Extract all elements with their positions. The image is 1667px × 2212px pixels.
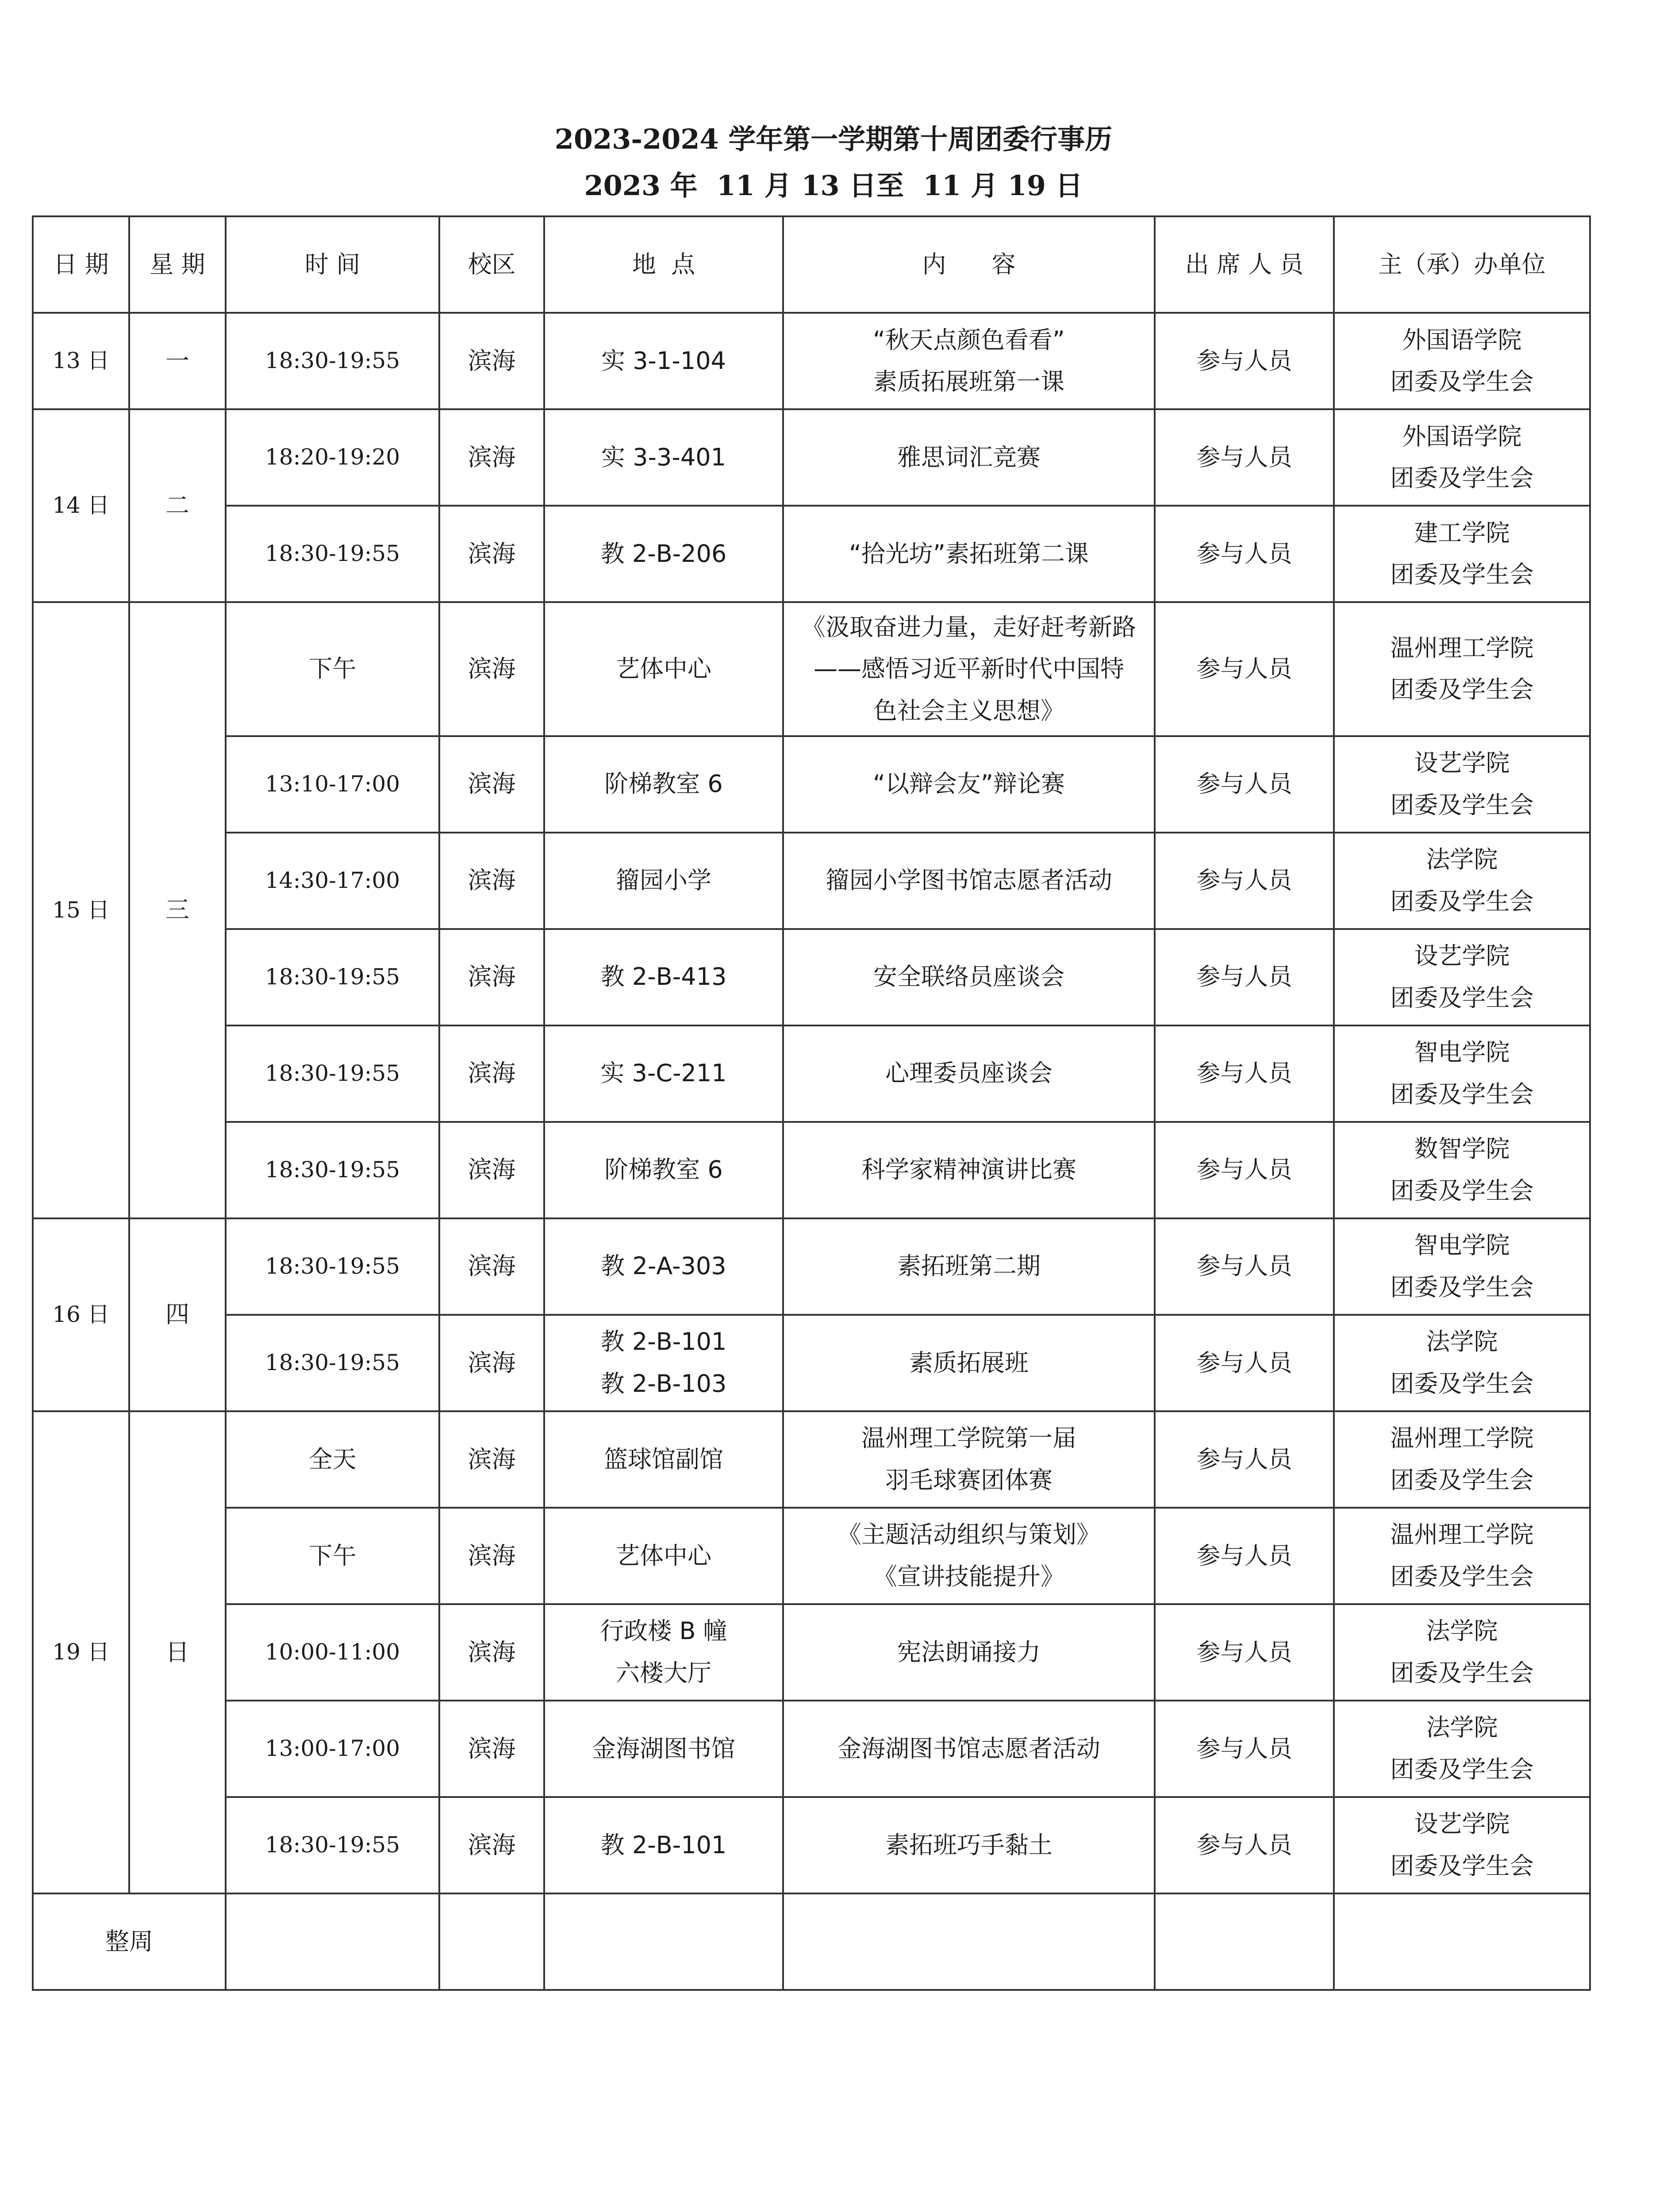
campus-cell: 滨海: [439, 1604, 544, 1701]
attendees-cell: 参与人员: [1155, 1701, 1334, 1797]
attendees-cell: 参与人员: [1155, 1315, 1334, 1411]
empty-cell: [1334, 1893, 1590, 1990]
attendees-cell: 参与人员: [1155, 1797, 1334, 1893]
organizer-cell: 设艺学院 团委及学生会: [1334, 736, 1590, 833]
campus-cell: 滨海: [439, 602, 544, 736]
attendees-cell: 参与人员: [1155, 409, 1334, 506]
attendees-cell: 参与人员: [1155, 1218, 1334, 1315]
date-cell: 19 日: [33, 1411, 129, 1893]
time-cell: 18:30-19:55: [226, 506, 439, 602]
place-cell: 阶梯教室 6: [544, 736, 783, 833]
time-cell: 18:30-19:55: [226, 1122, 439, 1218]
empty-cell: [783, 1893, 1155, 1990]
attendees-cell: 参与人员: [1155, 929, 1334, 1025]
time-cell: 18:30-19:55: [226, 313, 439, 409]
content-cell: 金海湖图书馆志愿者活动: [783, 1701, 1155, 1797]
organizer-cell: 法学院 团委及学生会: [1334, 1701, 1590, 1797]
table-row: [33, 409, 1590, 506]
table-row: [33, 1797, 1590, 1893]
organizer-cell: 温州理工学院 团委及学生会: [1334, 1508, 1590, 1604]
column-header-place: 地 点: [544, 216, 783, 313]
time-cell: 下午: [226, 602, 439, 736]
place-cell: 实 3-1-104: [544, 313, 783, 409]
time-cell: 18:30-19:55: [226, 1315, 439, 1411]
table-row: [33, 1315, 1590, 1411]
time-cell: 18:30-19:55: [226, 929, 439, 1025]
place-cell: 篮球馆副馆: [544, 1411, 783, 1508]
attendees-cell: 参与人员: [1155, 602, 1334, 736]
organizer-cell: 法学院 团委及学生会: [1334, 1604, 1590, 1701]
table-row: [33, 506, 1590, 602]
content-cell: 安全联络员座谈会: [783, 929, 1155, 1025]
date-cell: 16 日: [33, 1218, 129, 1411]
date-cell: 14 日: [33, 409, 129, 602]
organizer-cell: 设艺学院 团委及学生会: [1334, 1797, 1590, 1893]
campus-cell: 滨海: [439, 1411, 544, 1508]
table-row: [33, 929, 1590, 1025]
content-cell: 《汲取奋进力量，走好赶考新路 ——感悟习近平新时代中国特 色社会主义思想》: [783, 602, 1155, 736]
organizer-cell: 数智学院 团委及学生会: [1334, 1122, 1590, 1218]
time-cell: 13:00-17:00: [226, 1701, 439, 1797]
weekday-cell: 四: [129, 1218, 226, 1411]
organizer-cell: 法学院 团委及学生会: [1334, 833, 1590, 929]
place-cell: 教 2-B-101: [544, 1797, 783, 1893]
weekday-cell: 一: [129, 313, 226, 409]
table-row: [33, 1411, 1590, 1508]
attendees-cell: 参与人员: [1155, 313, 1334, 409]
content-cell: 科学家精神演讲比赛: [783, 1122, 1155, 1218]
content-cell: 宪法朗诵接力: [783, 1604, 1155, 1701]
organizer-cell: 设艺学院 团委及学生会: [1334, 929, 1590, 1025]
place-cell: 阶梯教室 6: [544, 1122, 783, 1218]
attendees-cell: 参与人员: [1155, 1122, 1334, 1218]
campus-cell: 滨海: [439, 1122, 544, 1218]
table-row: [33, 1701, 1590, 1797]
time-cell: 下午: [226, 1508, 439, 1604]
header-row: [33, 216, 1590, 313]
content-cell: 素拓班第二期: [783, 1218, 1155, 1315]
campus-cell: 滨海: [439, 409, 544, 506]
whole-week-label: 整周: [33, 1893, 226, 1990]
campus-cell: 滨海: [439, 833, 544, 929]
column-header-time: 时 间: [226, 216, 439, 313]
content-cell: 温州理工学院第一届 羽毛球赛团体赛: [783, 1411, 1155, 1508]
content-cell: 《主题活动组织与策划》 《宣讲技能提升》: [783, 1508, 1155, 1604]
weekday-cell: 三: [129, 602, 226, 1218]
organizer-cell: 建工学院 团委及学生会: [1334, 506, 1590, 602]
date-range-subtitle: 2023 年 11 月 13 日至 11 月 19 日: [584, 169, 1083, 202]
table-row: [33, 313, 1590, 409]
campus-cell: 滨海: [439, 736, 544, 833]
campus-cell: 滨海: [439, 1025, 544, 1122]
place-cell: 教 2-B-101 教 2-B-103: [544, 1315, 783, 1411]
place-cell: 艺体中心: [544, 602, 783, 736]
organizer-cell: 温州理工学院 团委及学生会: [1334, 602, 1590, 736]
attendees-cell: 参与人员: [1155, 833, 1334, 929]
column-header-content: 内 容: [783, 216, 1155, 313]
place-cell: 艺体中心: [544, 1508, 783, 1604]
place-cell: 籀园小学: [544, 833, 783, 929]
campus-cell: 滨海: [439, 1797, 544, 1893]
weekday-cell: 日: [129, 1411, 226, 1893]
table-row: [33, 1604, 1590, 1701]
date-cell: 13 日: [33, 313, 129, 409]
content-cell: “秋天点颜色看看” 素质拓展班第一课: [783, 313, 1155, 409]
attendees-cell: 参与人员: [1155, 1508, 1334, 1604]
weekday-cell: 二: [129, 409, 226, 602]
empty-cell: [1155, 1893, 1334, 1990]
place-cell: 教 2-A-303: [544, 1218, 783, 1315]
organizer-cell: 法学院 团委及学生会: [1334, 1315, 1590, 1411]
date-cell: 15 日: [33, 602, 129, 1218]
content-cell: “以辩会友”辩论赛: [783, 736, 1155, 833]
content-cell: 籀园小学图书馆志愿者活动: [783, 833, 1155, 929]
empty-cell: [439, 1893, 544, 1990]
organizer-cell: 智电学院 团委及学生会: [1334, 1218, 1590, 1315]
table-row: [33, 1025, 1590, 1122]
place-cell: 教 2-B-413: [544, 929, 783, 1025]
organizer-cell: 智电学院 团委及学生会: [1334, 1025, 1590, 1122]
empty-cell: [544, 1893, 783, 1990]
empty-cell: [226, 1893, 439, 1990]
time-cell: 10:00-11:00: [226, 1604, 439, 1701]
campus-cell: 滨海: [439, 1218, 544, 1315]
organizer-cell: 温州理工学院 团委及学生会: [1334, 1411, 1590, 1508]
campus-cell: 滨海: [439, 1315, 544, 1411]
attendees-cell: 参与人员: [1155, 1411, 1334, 1508]
campus-cell: 滨海: [439, 1701, 544, 1797]
table-row: [33, 1508, 1590, 1604]
place-cell: 行政楼 B 幢 六楼大厅: [544, 1604, 783, 1701]
attendees-cell: 参与人员: [1155, 1604, 1334, 1701]
campus-cell: 滨海: [439, 506, 544, 602]
place-cell: 金海湖图书馆: [544, 1701, 783, 1797]
table-row: [33, 602, 1590, 736]
schedule-table: [32, 215, 1591, 1991]
page-title: 2023-2024 学年第一学期第十周团委行事历: [554, 123, 1113, 155]
column-header-organizer: 主（承）办单位: [1334, 216, 1590, 313]
attendees-cell: 参与人员: [1155, 1025, 1334, 1122]
time-cell: 全天: [226, 1411, 439, 1508]
campus-cell: 滨海: [439, 313, 544, 409]
organizer-cell: 外国语学院 团委及学生会: [1334, 313, 1590, 409]
time-cell: 18:30-19:55: [226, 1218, 439, 1315]
schedule-body: [33, 216, 1590, 1990]
content-cell: 雅思词汇竞赛: [783, 409, 1155, 506]
time-cell: 18:30-19:55: [226, 1025, 439, 1122]
column-header-campus: 校区: [439, 216, 544, 313]
table-row: [33, 1122, 1590, 1218]
campus-cell: 滨海: [439, 1508, 544, 1604]
time-cell: 18:30-19:55: [226, 1797, 439, 1893]
column-header-date: 日 期: [33, 216, 129, 313]
place-cell: 教 2-B-206: [544, 506, 783, 602]
content-cell: “拾光坊”素拓班第二课: [783, 506, 1155, 602]
organizer-cell: 外国语学院 团委及学生会: [1334, 409, 1590, 506]
column-header-weekday: 星 期: [129, 216, 226, 313]
table-row: [33, 833, 1590, 929]
table-row: [33, 1218, 1590, 1315]
content-cell: 素质拓展班: [783, 1315, 1155, 1411]
time-cell: 13:10-17:00: [226, 736, 439, 833]
attendees-cell: 参与人员: [1155, 736, 1334, 833]
time-cell: 18:20-19:20: [226, 409, 439, 506]
time-cell: 14:30-17:00: [226, 833, 439, 929]
column-header-attendees: 出 席 人 员: [1155, 216, 1334, 313]
place-cell: 实 3-C-211: [544, 1025, 783, 1122]
attendees-cell: 参与人员: [1155, 506, 1334, 602]
table-row: [33, 736, 1590, 833]
content-cell: 心理委员座谈会: [783, 1025, 1155, 1122]
place-cell: 实 3-3-401: [544, 409, 783, 506]
week-summary-row: [33, 1893, 1590, 1990]
campus-cell: 滨海: [439, 929, 544, 1025]
content-cell: 素拓班巧手黏土: [783, 1797, 1155, 1893]
